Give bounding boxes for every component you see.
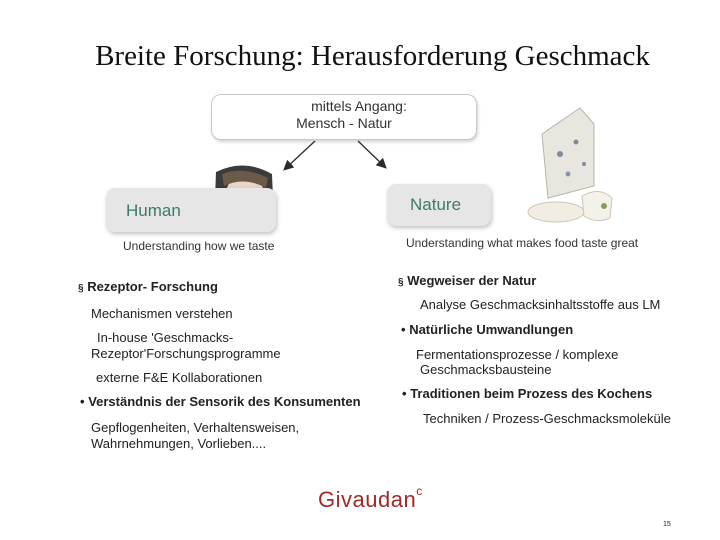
logo-text: Givaudan — [318, 487, 417, 512]
human-pill — [106, 188, 276, 232]
square-bullet-icon: § — [78, 283, 84, 294]
arrow-to-nature — [358, 141, 384, 166]
dot-bullet-icon: • — [401, 322, 406, 337]
left-item-4a: Gepflogenheiten, Verhaltensweisen, — [91, 420, 300, 435]
right-heading-1-text: Wegweiser der Natur — [407, 273, 537, 288]
left-item-2b: Rezeptor'Forschungsprogramme — [91, 346, 281, 361]
right-item-1: Analyse Geschmacksinhaltsstoffe aus LM — [420, 297, 661, 312]
left-item-2a: In-house 'Geschmacks- — [97, 330, 234, 345]
left-item-1: Mechanismen verstehen — [91, 306, 233, 321]
left-heading-1 — [78, 279, 218, 297]
arrow-to-human — [286, 141, 315, 168]
right-heading-1 — [398, 273, 536, 291]
right-heading-3 — [402, 386, 652, 402]
left-heading-1-text: Rezeptor- Forschung — [87, 279, 218, 294]
dot-bullet-icon: • — [402, 386, 407, 401]
right-heading-2-text: Natürliche Umwandlungen — [409, 322, 574, 337]
right-item-2b: Geschmacksbausteine — [420, 362, 552, 377]
right-item-3: Techniken / Prozess-Geschmacksmoleküle — [423, 411, 671, 426]
page-number: 15 — [663, 521, 671, 528]
logo-mark: c — [416, 483, 423, 498]
approach-line-2: Mensch - Natur — [296, 115, 392, 131]
nature-pill — [387, 184, 491, 226]
nature-caption: Understanding what makes food taste great — [406, 236, 639, 250]
square-bullet-icon: § — [398, 277, 404, 288]
cheese-photo — [520, 94, 618, 234]
right-heading-3-text: Traditionen beim Prozess des Kochens — [410, 386, 653, 401]
slide-title: Breite Forschung: Herausforderung Geschmack — [95, 40, 650, 72]
left-heading-2 — [80, 394, 361, 410]
dot-bullet-icon: • — [80, 394, 85, 409]
right-item-2a: Fermentationsprozesse / komplexe — [416, 347, 619, 362]
approach-line-1: mittels Angang: — [311, 98, 407, 114]
left-item-4b: Wahrnehmungen, Vorlieben.... — [91, 436, 267, 451]
givaudan-logo — [318, 483, 423, 513]
right-heading-2 — [401, 322, 573, 338]
left-heading-2-text: Verständnis der Sensorik des Konsumenten — [88, 394, 361, 409]
human-label: Human — [126, 201, 181, 220]
human-caption: Understanding how we taste — [123, 239, 275, 253]
nature-label: Nature — [410, 195, 462, 214]
left-item-3: externe F&E Kollaborationen — [96, 370, 263, 385]
